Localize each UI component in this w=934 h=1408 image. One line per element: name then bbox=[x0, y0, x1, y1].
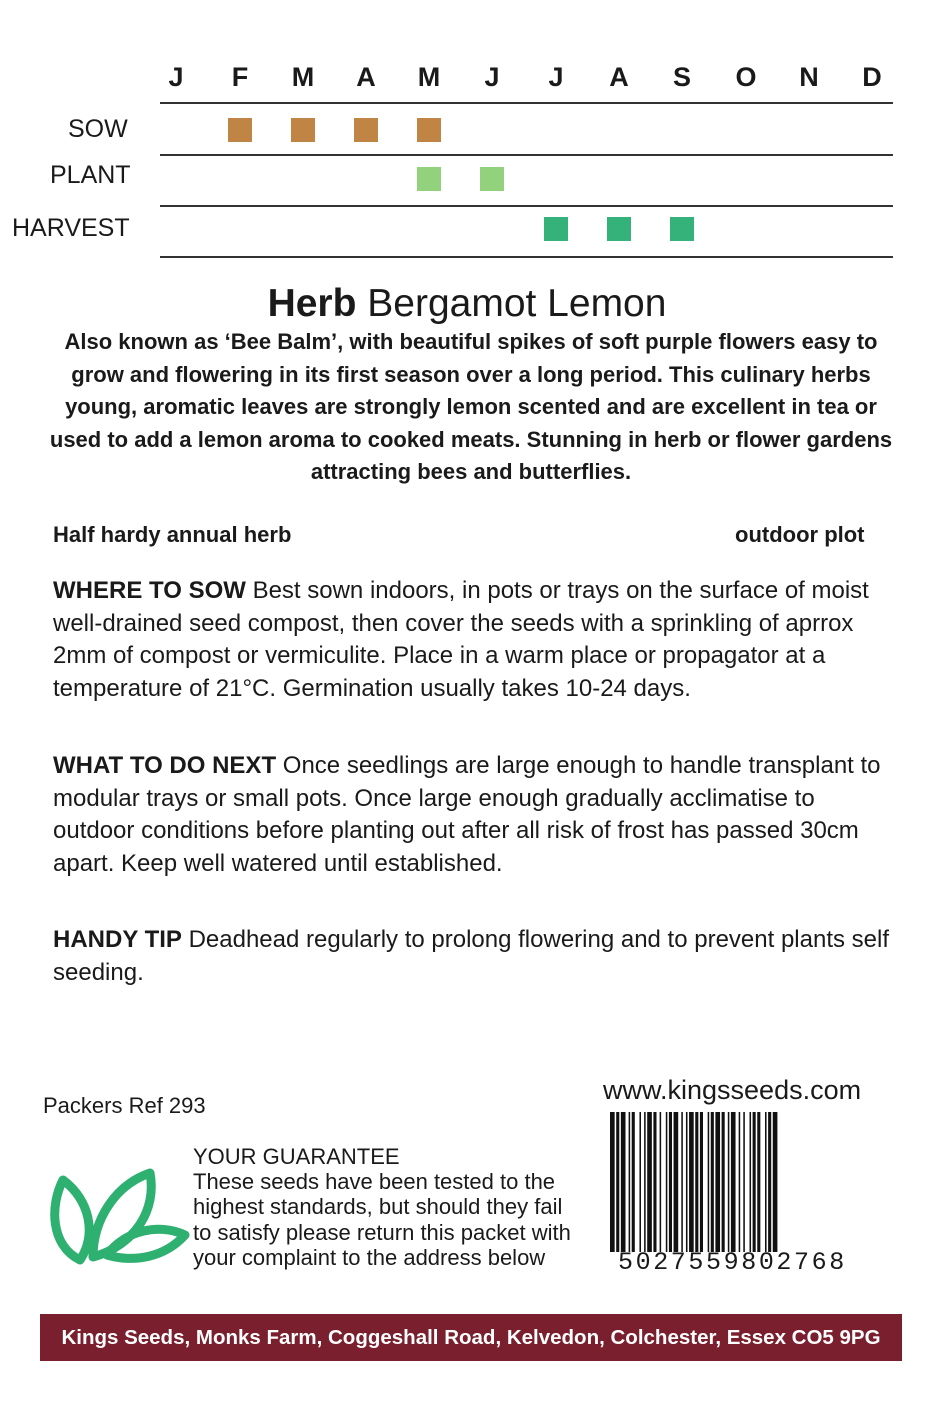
calendar-divider bbox=[160, 102, 893, 104]
leaf-logo-icon bbox=[45, 1165, 190, 1265]
section-text: Once seedlings are large enough to handle transplant to modular trays or small pots. Once large enough gradually acclimatise to outdoor conditions before planting out after all risk of frost has passed 30cm apart. Keep well watered until established. bbox=[53, 752, 881, 877]
barcode-bar bbox=[644, 1112, 646, 1252]
barcode-bar bbox=[632, 1112, 635, 1252]
barcode-number: 5027559802768 bbox=[618, 1248, 847, 1277]
barcode-bar bbox=[739, 1112, 741, 1252]
guarantee-block bbox=[193, 1144, 583, 1270]
section-what-to-do-next bbox=[53, 750, 893, 880]
barcode-bar bbox=[610, 1112, 615, 1252]
section-where-to-sow bbox=[53, 575, 893, 705]
barcode-bar bbox=[757, 1112, 760, 1252]
calendar-divider bbox=[160, 154, 893, 156]
barcode-bar bbox=[750, 1112, 752, 1252]
barcode-bar bbox=[768, 1112, 771, 1252]
barcode-bar bbox=[666, 1112, 668, 1252]
month-label: A bbox=[609, 62, 629, 92]
guarantee-text: These seeds have been tested to the highest standards, but should they fail to satisfy please return this packet with your complaint to the address below bbox=[193, 1169, 571, 1270]
calendar-mark-harvest bbox=[544, 217, 568, 241]
calendar-mark-harvest bbox=[670, 217, 694, 241]
barcode-bar bbox=[753, 1112, 756, 1252]
website-link[interactable]: www.kingsseeds.com bbox=[603, 1075, 862, 1105]
barcode-bar bbox=[728, 1112, 730, 1252]
plant-type: Half hardy annual herb bbox=[53, 522, 292, 547]
barcode bbox=[610, 1112, 900, 1252]
section-heading: WHERE TO SOW bbox=[53, 577, 246, 604]
month-label: J bbox=[484, 62, 500, 92]
barcode-bar bbox=[708, 1112, 710, 1252]
packers-ref: Packers Ref 293 bbox=[43, 1093, 206, 1118]
barcode-bar bbox=[765, 1112, 767, 1252]
calendar-mark-sow bbox=[291, 118, 315, 142]
calendar-mark-plant bbox=[480, 167, 504, 191]
row-label-harvest: HARVEST bbox=[12, 214, 130, 242]
barcode-bar bbox=[700, 1112, 703, 1252]
barcode-bar bbox=[773, 1112, 778, 1252]
barcode-bar bbox=[653, 1112, 656, 1252]
barcode-bar bbox=[669, 1112, 672, 1252]
month-label: A bbox=[356, 62, 376, 92]
row-label-sow: SOW bbox=[68, 115, 128, 143]
barcode-bar bbox=[660, 1112, 662, 1252]
calendar-mark-sow bbox=[228, 118, 252, 142]
barcode-bar bbox=[616, 1112, 619, 1252]
plant-location: outdoor plot bbox=[735, 522, 865, 547]
calendar-mark-harvest bbox=[607, 217, 631, 241]
barcode-bar bbox=[695, 1112, 698, 1252]
barcode-bar bbox=[681, 1112, 683, 1252]
month-label: M bbox=[291, 62, 315, 92]
section-text: Best sown indoors, in pots or trays on the surface of moist well-drained seed compost, then cover the seeds with a sprinkling of aprrox 2mm of compost or vermiculite. Place in a warm place or propagator at a temperature of 21°C. Germination usually takes 10-24 days. bbox=[53, 577, 869, 702]
calendar-divider bbox=[160, 256, 893, 258]
barcode-bar bbox=[731, 1112, 736, 1252]
page-title bbox=[0, 282, 934, 326]
calendar-divider bbox=[160, 205, 893, 207]
barcode-bar bbox=[715, 1112, 720, 1252]
month-label: J bbox=[168, 62, 184, 92]
section-heading: HANDY TIP bbox=[53, 926, 182, 953]
barcode-bar bbox=[711, 1112, 714, 1252]
title-category: Herb bbox=[267, 282, 357, 325]
barcode-bar bbox=[647, 1112, 652, 1252]
month-label: O bbox=[735, 62, 757, 92]
month-label: M bbox=[417, 62, 441, 92]
month-label: J bbox=[548, 62, 564, 92]
month-label: N bbox=[799, 62, 819, 92]
product-description: Also known as ‘Bee Balm’, with beautiful spikes of soft purple flowers easy to grow and flowering in its first season over a long period. This culinary herbs young, aromatic leaves are strongly lemon scented and are excellent in tea or used to add a lemon aroma to cooked meats. Stunning in herb or flower gardens attracting bees and butterflies. bbox=[49, 329, 893, 485]
barcode-bar bbox=[674, 1112, 679, 1252]
month-label: S bbox=[672, 62, 691, 92]
barcode-bar bbox=[629, 1112, 631, 1252]
month-label: F bbox=[231, 62, 249, 92]
section-text: Deadhead regularly to prolong flowering and to prevent plants self seeding. bbox=[53, 926, 890, 986]
calendar-mark-plant bbox=[417, 167, 441, 191]
barcode-bar bbox=[639, 1112, 641, 1252]
barcode-bar bbox=[722, 1112, 725, 1252]
month-label: D bbox=[862, 62, 882, 92]
guarantee-heading: YOUR GUARANTEE bbox=[193, 1144, 400, 1169]
sowing-calendar bbox=[0, 0, 934, 270]
barcode-bar bbox=[689, 1112, 694, 1252]
section-heading: WHAT TO DO NEXT bbox=[53, 752, 277, 779]
barcode-bar bbox=[743, 1112, 745, 1252]
title-variety: Bergamot Lemon bbox=[367, 282, 667, 325]
calendar-mark-sow bbox=[417, 118, 441, 142]
calendar-mark-sow bbox=[354, 118, 378, 142]
row-label-plant: PLANT bbox=[50, 161, 131, 189]
section-handy-tip bbox=[53, 924, 893, 989]
barcode-bar bbox=[686, 1112, 688, 1252]
footer-address: Kings Seeds, Monks Farm, Coggeshall Road, Kelvedon, Colchester, Essex CO5 9PG bbox=[40, 1314, 902, 1361]
barcode-bar bbox=[621, 1112, 626, 1252]
